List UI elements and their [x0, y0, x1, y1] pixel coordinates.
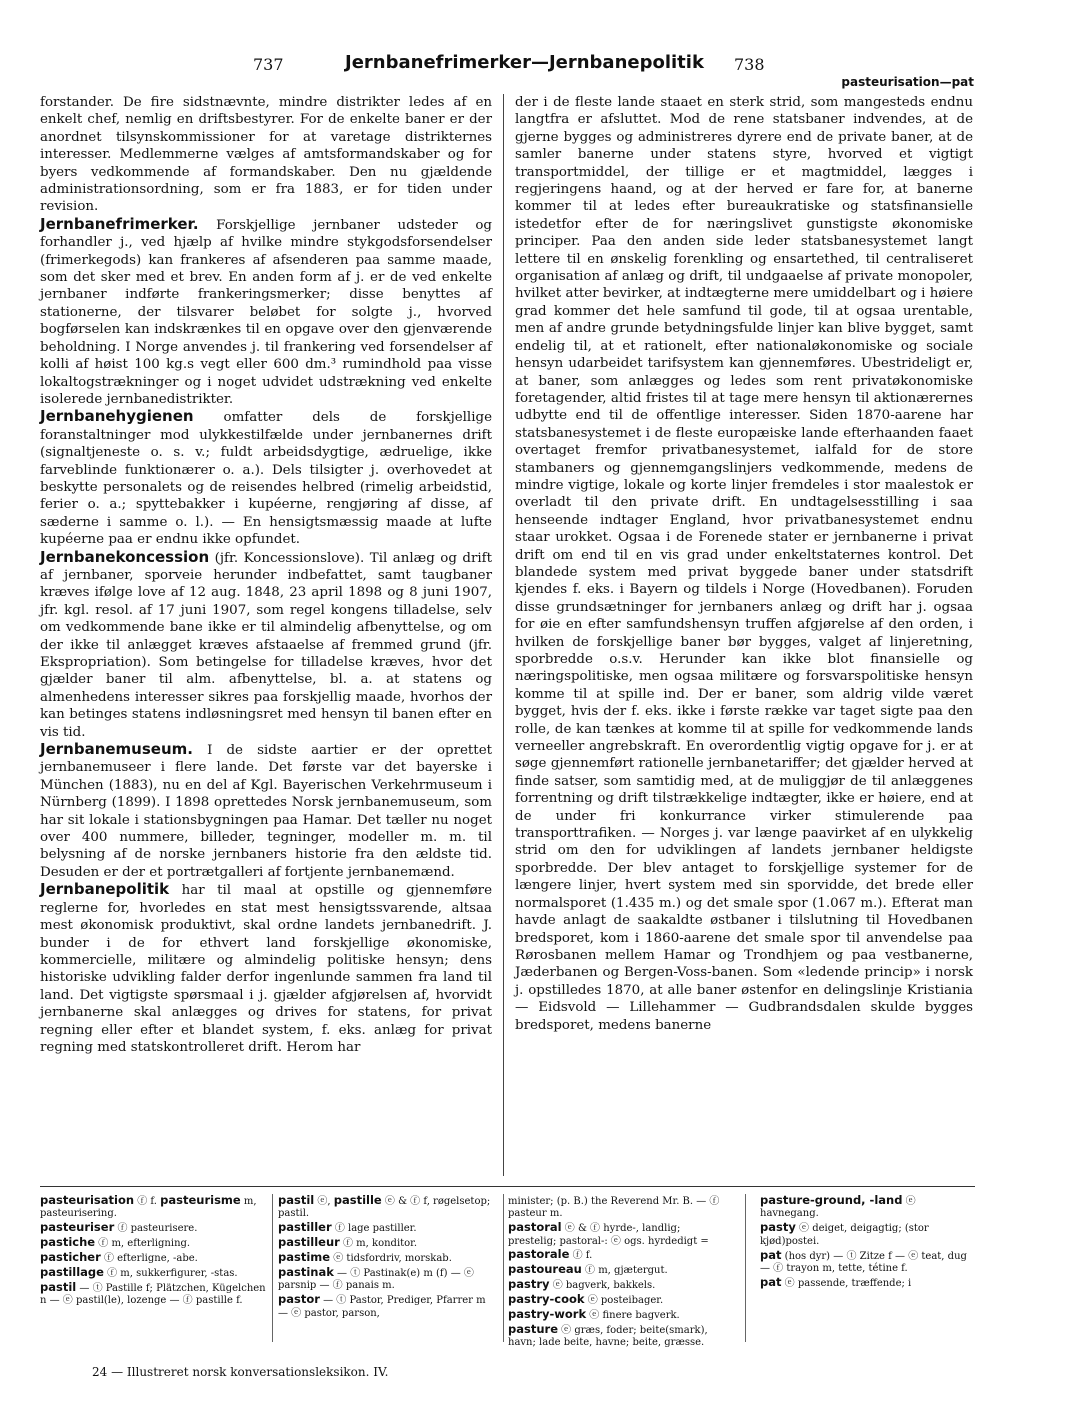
dictionary-text: ⓔ havnegang. — [760, 1196, 916, 1220]
dictionary-headword: pasty — [760, 1220, 796, 1235]
dictionary-headword: pasture — [508, 1321, 558, 1336]
dictionary-entry — [40, 1221, 268, 1235]
footer-column-separator — [272, 1194, 273, 1342]
dictionary-headword: pasteuriser — [40, 1220, 115, 1235]
dictionary-text: ⓔ deiget, deigagtig; (stor kjød)postei. — [760, 1223, 929, 1247]
entry-text: I de sidste aartier er der oprettet jernbanemuseer i flere lande. Det første var det bayerske i München (1883), nu en del af Kgl. Bayerischen Verkehrmuseum i Nürnberg (1899). I 1898 oprettedes Norsk jernbanemuseum, som har sit lokale i stationsbygningen paa Hamar. Det tæller nu noget over 400 nummere, billeder, tegninger, modeller m. m. til belysning af de norske jernbaners historie fra den ældste tid. Desuden er der et portrætgalleri af fortjente jernbanemænd. — [40, 743, 492, 880]
dictionary-entry — [760, 1249, 975, 1276]
dictionary-column-1 — [40, 1194, 268, 1308]
dictionary-text: ⓔ tidsfordriv, morskab. — [330, 1253, 452, 1265]
dictionary-headword: pastor — [278, 1292, 320, 1307]
dictionary-entry — [278, 1266, 496, 1293]
entry-text: Forskjellige jernbaner udsteder og forhandler j., ved hjælp af hvilke mindre stykgodsforsendelser (frimerkegods) kan frankeres af afsenderen paa samme maade, som det sker med et brev. En anden form af j. er de ved enkelte jernbaner indførte frankeringsmerker; disse benyttes af stationerne, der tilsvarer beløbet for solgte j., hvorved bogførselen kan indskrænkes til en opgave over den gjenværende beholdning. I Norge anvendes j. til frankering ved forsendelser af kolli af høist 100 kg.s vegt eller 600 dm.³ rumindhold paa visse lokaltogstrækninger og i noget udvidet udstrækning ved enkelte isolerede jernbanedistrikter. — [40, 217, 492, 407]
entry-paragraph — [40, 408, 492, 548]
page-title: Jernbanefrimerker—Jernbanepolitik — [345, 52, 704, 73]
dictionary-text: ⓔ græs, foder; beite(smark), havn; lade beite, havne; beite, græsse. — [508, 1324, 708, 1349]
dictionary-entry — [40, 1194, 268, 1221]
column-divider — [503, 94, 504, 1176]
entry-text: omfatter dels de forskjellige foranstaltninger mod ulykkestilfælde under jernbanernes drift (signaltjeneste o. s. v.; fuldt arbeidsdygtige, ædruelige, ikke farveblinde funktionærer o. a.). Dels tilsigter j. overhovedet at beskytte personalets og de reisendes helbred (rimelig arbeidstid, ferier o. a.; spyttebakker i kupéerne, rengjøring af disse, af sæderne i samme o. l.). — En hensigtsmæssig maade at lufte kupéerne paa er endnu ikke opfundet. — [40, 410, 492, 548]
dictionary-entry — [508, 1293, 730, 1307]
entry-text: har til maal at opstille og gjennemføre reglerne for, hvorledes en stat mest hensigtssvarende, altsaa mest økonomisk produktivt, skal ordne landets jernbanedrift. J. bunder i de for ethvert land forskjellige økonomiske, kommercielle, militære og almindelig politiske hensyn; dens historiske udvikling falder derfor ingenlunde sammen fra land til land. Det vigtigste spørsmaal i j. gjælder afgjørelsen af, hvorvidt jernbanerne skal anlægges og drives for statens, for privat regning eller efter et blandet system, f. eks. anlæg for privat regning med statskontrolleret drift. Herom har — [40, 883, 492, 1055]
dictionary-column-4 — [760, 1194, 975, 1291]
dictionary-entry — [278, 1251, 496, 1265]
entry-headword: Jernbanekoncession — [40, 547, 210, 566]
dictionary-entry — [40, 1266, 268, 1280]
dictionary-text: ⓔ, — [314, 1196, 334, 1207]
dictionary-text: ⓔ posteibager. — [584, 1294, 664, 1306]
dictionary-text: ⓕ pasteurisere. — [114, 1223, 198, 1235]
dictionary-entry — [278, 1293, 496, 1320]
dictionary-text: ⓕ f. — [134, 1196, 161, 1207]
dictionary-headword: pastiller — [278, 1220, 332, 1235]
entry-paragraph — [40, 549, 492, 741]
dictionary-entry — [508, 1194, 730, 1221]
dictionary-text: — ⓣ Pastinak(e) m (f) — ⓔ parsnip — ⓕ panais m. — [278, 1268, 474, 1292]
dictionary-headword: pastoral — [508, 1220, 562, 1235]
left-column — [40, 94, 492, 1056]
dictionary-headword: pat — [760, 1274, 782, 1289]
dictionary-headword: pat — [760, 1247, 782, 1262]
entry-text: (jfr. Koncessionslove). Til anlæg og drift af jernbaner, sporveie herunder indbefattet, samt taugbaner kræves ifølge love af 12 aug. 1848, 23 april 1898 og 8 juni 1907, jfr. kgl. resol. af 17 juni 1907, som regel kongens tilladelse, selv om vedkommende bane ikke er til almindelig afbenyttelse, og om der ikke til anlægget kræves afstaaelse af fremmed grund (jfr. Ekspropriation). Som betingelse for tilladelse kræves, hvor det gjælder baner til alm. afbenyttelse, bl. a. at statens og almenhedens interesser sikres paa forskjellig maade, hvorhos der kan betinges statens indløsningsret med hensyn til banen efter en vis tid. — [40, 550, 492, 740]
dictionary-text: ⓕ f. — [569, 1250, 593, 1262]
dictionary-entry — [40, 1236, 268, 1250]
dictionary-headword: pastiche — [40, 1235, 96, 1250]
dictionary-entry — [508, 1263, 730, 1277]
dictionary-headword: pastoureau — [508, 1262, 582, 1277]
dictionary-headword: pasticher — [40, 1250, 101, 1265]
dictionary-text: ⓔ passende, træffende; i — [781, 1277, 912, 1289]
entry-headword: Jernbanehygienen — [40, 407, 194, 426]
dictionary-headword: pastinak — [278, 1265, 334, 1280]
footer-column-separator — [503, 1194, 504, 1342]
dictionary-entry — [760, 1276, 975, 1290]
dictionary-headword: pastry-work — [508, 1306, 587, 1321]
dictionary-headword: pastille — [333, 1193, 382, 1207]
dictionary-entry — [508, 1278, 730, 1292]
dictionary-column-3 — [508, 1194, 730, 1350]
dictionary-text: ⓕ efterligne, -abe. — [100, 1253, 198, 1265]
dictionary-text: ⓕ m, konditor. — [339, 1238, 418, 1250]
dictionary-headword: pastil — [40, 1279, 77, 1294]
dictionary-entry — [278, 1236, 496, 1250]
dictionary-headword: pastillage — [40, 1265, 104, 1280]
entry-paragraph: der i de fleste lande staaet en sterk strid, som mangesteds endnu langtfra er afsluttet. Mod de rene statsbaner indvendes, at de gjerne bygges og administreres dyrere end de private baner, at de samler banerne under statens styre, hvorved et vigtigt transportmiddel, der tillige er et magtmiddel, lægges i regjeringens haand, og at der herved er fare for, at banerne kommer til at ledes efter bureaukratiske og statsfinansielle istedetfor efter de for næringslivet gunstigste økonomiske principer. Paa den anden side leder statsbanesystemet langt lettere til en ønskelig forenkling og ensartethed, til centraliseret organisation af anlæg og drift, til undgaaelse af private monopoler, hvilket atter bevirker, at indtægterne mere umiddelbart og i høiere grad kommer det hele samfund til gode, til at ogsaa urentable, men af andre grunde betydningsfulde linjer kan blive bygget, samt endelig til, at et rationelt, efter nationaløkonomiske og sociale hensyn udarbeidet tarifsystem kan gjennemføres. Ubestrideligt er, at baner, som anlægges og ledes som rent privatøkonomiske foretagender, altid fristes til at tage mere hensyn til aktionærernes udbytte end til de offentlige interesser. Siden 1870-aarene har statsbanesystemet i de fleste europæiske lande efterhaanden faaet overtaget fremfor privatbanesystemet, ialfald for de store stambaners og gjennemgangslinjers vedkommende, medens de mindre vigtige, lokale og korte linjer fremdeles i stor maalestok er overladt til den private drift. En undtagelsesstilling i saa henseende indtager England, hvor privatbanesystemet endnu staar urokket. Ogsaa i de Forenede stater er jernbanerne i privat drift om end til en vis grad under enkeltstaternes kontrol. Det blandede system med privat byggede baner under statsdrift kjendes f. eks. i Bayern og tildels i Norge (Hovedbanen). Foruden disse grundsætninger for jernbaners anlæg og drift har j. ogsaa for øie en efter samfundshensyn truffen afgjørelse af den orden, i hvilken de forskjellige baner bør bygges, valget af linjeretning, sporbredde o.s.v. Herunder kan ikke blot finansielle og næringspolitiske, men ogsaa militære og forsvarspolitiske hensyn komme til at spille ind. Der er baner, som aldrig vilde været bygget, hvis der f. eks. ikke i første række var taget sigte paa den rolle, de kan tænkes at komme til at spille for vedkommende lands verneeller angrebskraft. En overordentlig vigtig opgave for j. er at søge gjennemført rationelle jernbanetariffer; det gjælder herved at finde satser, som samtidig med, at de muliggjør de til anlæggenes forrentning og drift tilstrækkelige indtægter, ikke er høiere, end at de under fri konkurrance virker stimulerende paa transporttrafiken. — Norges j. var længe paavirket af en ulykkelig strid om den for udviklingen af landets jernbaner heldigste sporbredde. Der blev antaget to forskjellige systemer for de længere linjer, hvert system med sin sporvidde, det brede eller normalsporet (1.435 m.) og det smale spor (1.067 m.). Efterat man havde anlagt de saakaldte østbaner i tilslutning til Hovedbanen bredsporet, kom i 1860-aarene det smale spor til anvendelse paa Rørosbanen mellem Hamar og Trondhjem og paa vestbanerne, Jæderbanen og Bergen-Voss-banen. Som «ledende princip» i norsk j. opstilledes 1870, at alle baner østenfor en delingslinje Kristiania — Eidsvold — Lillehammer — Gudbrandsdalen skulde bygges bredsporet, medens banerne — [515, 95, 973, 1033]
dictionary-headword: pasteurisation — [40, 1193, 135, 1207]
dictionary-entry — [508, 1323, 730, 1350]
dictionary-entry — [508, 1308, 730, 1322]
dictionary-text: ⓔ finere bagverk. — [586, 1309, 680, 1321]
dictionary-headword: pastilleur — [278, 1235, 340, 1250]
page-number-right: 738 — [734, 55, 765, 74]
entry-text: forstander. De fire sidstnævnte, mindre distrikter ledes af en enkelt chef, nemlig en driftsbestyrer. For de enkelte baner er der anordnet tilsynskommissioner for at varetage distrikternes interesser. Medlemmerne vælges af amtsformandskaber og for byers vedkommende af formandskaber. Den nu gjældende administrationsordning, som er fra 1883, er for tiden under revision. — [40, 95, 492, 215]
dictionary-text: — ⓣ Pastille f; Plätzchen, Kügelchen n — ⓔ pastil(le), lozenge — ⓕ pastille f. — [40, 1282, 266, 1307]
page-number-left: 737 — [253, 55, 284, 74]
dictionary-entry — [40, 1281, 268, 1308]
dictionary-entry — [278, 1194, 496, 1221]
running-head: pasteurisation—pat — [841, 75, 974, 89]
entry-paragraph — [40, 216, 492, 408]
entry-headword: Jernbanemuseum. — [40, 740, 193, 759]
dictionary-text: m, pasteurisering. — [40, 1196, 257, 1220]
dictionary-text: minister; (p. B.) the Reverend Mr. B. — ⓕ pasteur m. — [508, 1196, 720, 1220]
dictionary-text: ⓔ bagverk, bakkels. — [549, 1279, 656, 1291]
signature-line: 24 — Illustreret norsk konversationsleksikon. IV. — [92, 1365, 389, 1379]
dictionary-entry — [278, 1221, 496, 1235]
dictionary-column-2 — [278, 1194, 496, 1321]
dictionary-headword: pasture-ground, -land — [760, 1193, 903, 1207]
footer-rule — [40, 1186, 975, 1187]
dictionary-entry — [508, 1221, 730, 1262]
entry-paragraph — [40, 741, 492, 881]
dictionary-headword: pasteurisme — [160, 1193, 241, 1207]
footer-column-separator — [745, 1194, 746, 1342]
entry-paragraph — [40, 94, 492, 216]
dictionary-text: ⓕ m, efterligning. — [95, 1238, 191, 1250]
right-column — [515, 94, 973, 1034]
dictionary-text: ⓕ m, sukkerfigurer, -stas. — [103, 1268, 238, 1280]
entry-headword: Jernbanefrimerker. — [40, 214, 199, 233]
entry-paragraph — [40, 881, 492, 1056]
dictionary-entry — [40, 1251, 268, 1265]
dictionary-entry — [760, 1194, 975, 1221]
dictionary-text: (hos dyr) — ⓣ Zitze f — ⓔ teat, dug — ⓕ trayon m, tette, tétine f. — [760, 1250, 967, 1275]
dictionary-text: — ⓣ Pastor, Prediger, Pfarrer m — ⓔ pastor, parson, — [278, 1295, 486, 1319]
dictionary-headword: pastime — [278, 1250, 331, 1265]
dictionary-headword: pastorale — [508, 1247, 570, 1262]
dictionary-headword: pastil — [278, 1193, 315, 1207]
entry-headword: Jernbanepolitik — [40, 880, 170, 899]
dictionary-headword: pastry-cook — [508, 1291, 585, 1306]
dictionary-text: ⓕ lage pastiller. — [331, 1223, 417, 1235]
dictionary-text: ⓔ & ⓕ f, røgelsetop; pastil. — [278, 1196, 491, 1220]
dictionary-text: ⓔ & ⓕ hyrde-, landlig; prestelig; pastoral-: ⓔ ogs. hyrdedigt = — [508, 1223, 709, 1247]
dictionary-entry — [760, 1221, 975, 1248]
dictionary-text: ⓕ m, gjætergut. — [581, 1265, 668, 1277]
dictionary-headword: pastry — [508, 1276, 550, 1291]
